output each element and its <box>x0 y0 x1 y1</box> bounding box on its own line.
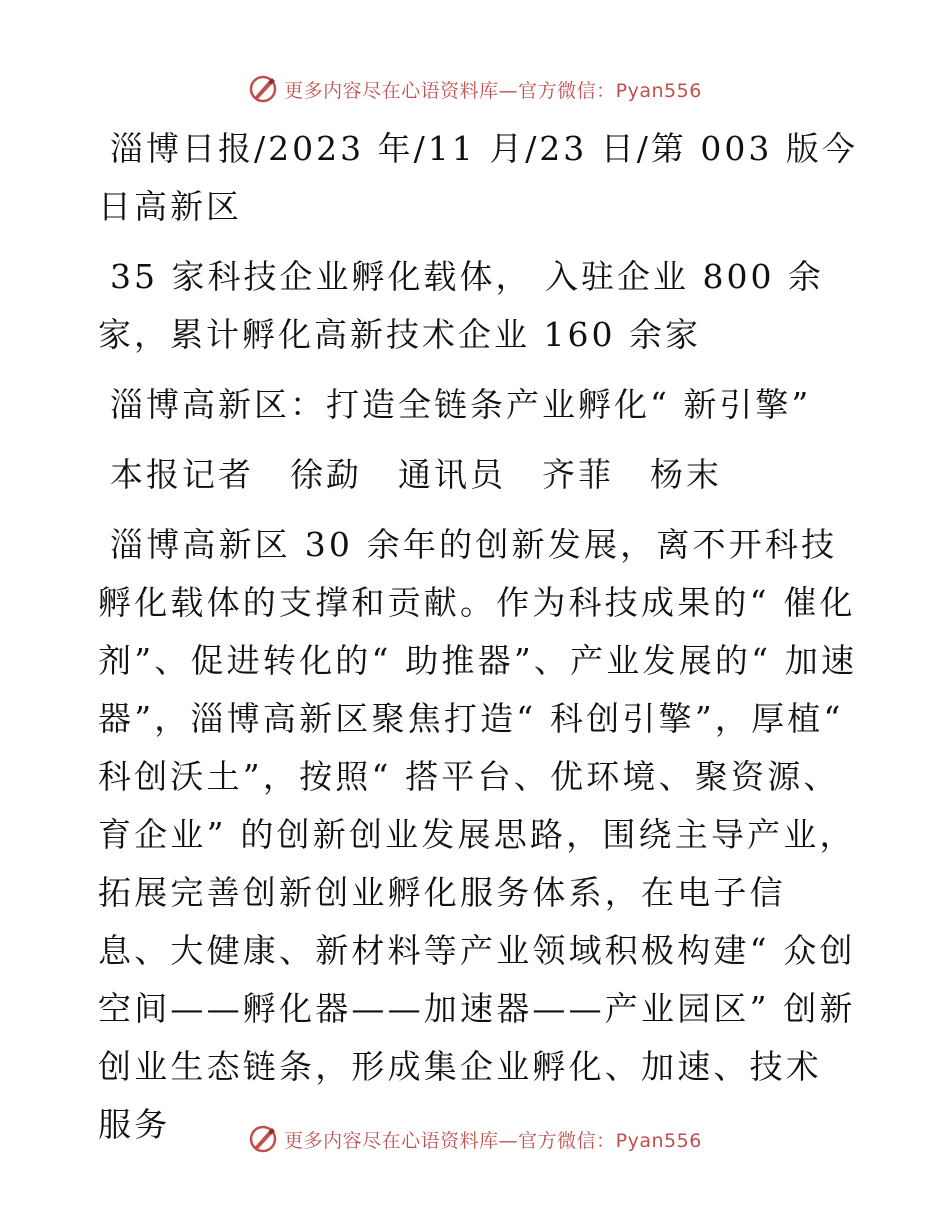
article-body: 淄博高新区 30 余年的创新发展，离不开科技孵化载体的支撑和贡献。作为科技成果的“ 催化剂”、促进转化的“ 助推器”、产业发展的“ 加速器”，淄博高新区聚焦打造“ 科创引擎”，厚植“ 科创沃土”，按照“ 搭平台、优环境、聚资源、育企业” 的创新创业发展思路，围绕主导产业，拓展完善创新创业孵化服务体系，在电子信息、大健康、新材料等产业领域积极构建“ 众创空间——孵化器——加速器——产业园区” 创新创业生态链条，形成集企业孵化、加速、技术服务 <box>98 525 858 1144</box>
pen-logo-icon <box>248 74 278 104</box>
dateline: 淄博日报/2023 年/11 月/23 日/第 003 版今日高新区 <box>98 129 858 226</box>
watermark-footer <box>0 1124 950 1154</box>
article-content <box>98 120 858 1166</box>
article-byline: 本报记者 徐勐 通讯员 齐菲 杨末 <box>110 455 722 494</box>
article-subheading: 35 家科技企业孵化载体， 入驻企业 800 余家，累计孵化高新技术企业 160 余家 <box>98 257 824 354</box>
article-title: 淄博高新区：打造全链条产业孵化“ 新引擎” <box>110 385 812 424</box>
watermark-header <box>0 74 950 104</box>
pen-logo-icon <box>248 1124 278 1154</box>
watermark-text: 更多内容尽在心语资料库—官方微信：Pyan556 <box>284 79 702 102</box>
watermark-text: 更多内容尽在心语资料库—官方微信：Pyan556 <box>284 1129 702 1152</box>
